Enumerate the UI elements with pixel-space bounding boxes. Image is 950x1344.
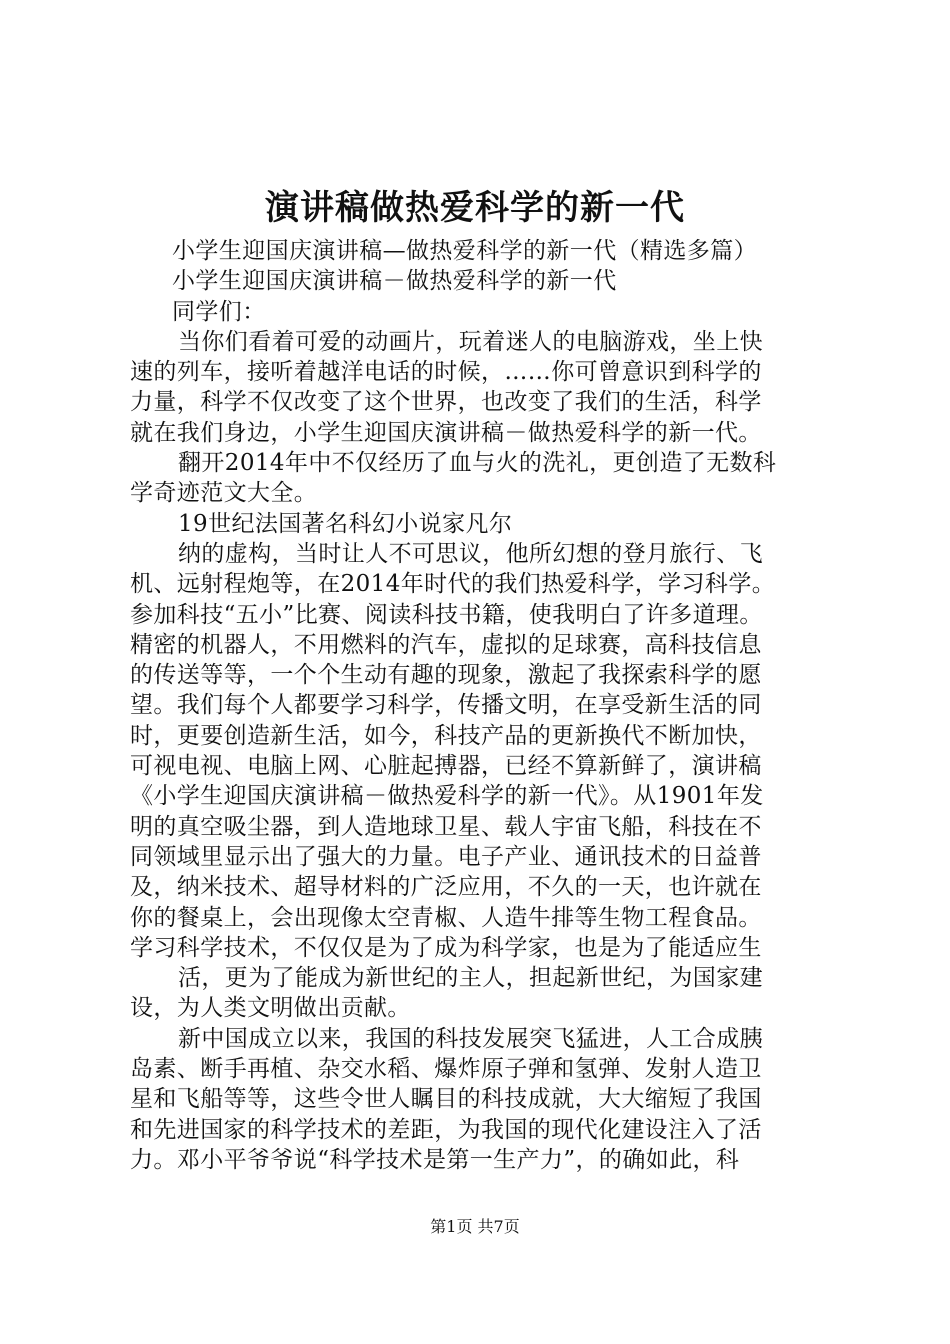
- paragraph-line: 活，更为了能成为新世纪的主人，担起新世纪，为国家建: [178, 965, 763, 992]
- document-title: 演讲稿做热爱科学的新一代: [265, 188, 685, 228]
- paragraph-line: 设，为人类文明做出贡献。: [130, 995, 411, 1022]
- paragraph-line: 力。邓小平爷爷说“科学技术是第一生产力”，的确如此，科: [130, 1146, 740, 1173]
- page-number-footer: 第1页 共7页: [430, 1217, 520, 1236]
- paragraph-line: 19世纪法国著名科幻小说家凡尔: [178, 510, 513, 537]
- paragraph-line: 学奇迹范文大全。: [130, 480, 318, 507]
- paragraph-line: 可视电视、电脑上网、心脏起搏器，已经不算新鲜了，演讲稿: [130, 753, 762, 780]
- paragraph-line: 机、远射程炮等，在2014年时代的我们热爱科学，学习科学。: [130, 571, 776, 598]
- paragraph-line: 翻开2014年中不仅经历了血与火的洗礼，更创造了无数科: [178, 450, 777, 477]
- paragraph-line: 《小学生迎国庆演讲稿－做热爱科学的新一代》。从1901年发: [130, 783, 764, 810]
- paragraph-line: 岛素、断手再植、杂交水稻、爆炸原子弹和氢弹、发射人造卫: [130, 1056, 762, 1083]
- paragraph-line: 就在我们身边，小学生迎国庆演讲稿－做热爱科学的新一代。: [130, 419, 762, 446]
- document-body: [130, 236, 840, 1175]
- paragraph-line: 速的列车，接听着越洋电话的时候，……你可曾意识到科学的: [130, 359, 762, 386]
- paragraph-line: 和先进国家的科学技术的差距，为我国的现代化建设注入了活: [130, 1116, 762, 1143]
- paragraph-line: 望。我们每个人都要学习科学，传播文明，在享受新生活的同: [130, 692, 762, 719]
- salutation-line: 同学们：: [172, 298, 266, 325]
- paragraph-line: 学习科学技术，不仅仅是为了成为科学家，也是为了能适应生: [130, 934, 762, 961]
- paragraph-line: 新中国成立以来，我国的科技发展突飞猛进，人工合成胰: [178, 1025, 763, 1052]
- paragraph-line: 你的餐桌上，会出现像太空青椒、人造牛排等生物工程食品。: [130, 904, 762, 931]
- paragraph-line: 当你们看着可爱的动画片，玩着迷人的电脑游戏，坐上快: [178, 328, 763, 355]
- paragraph-line: 及，纳米技术、超导材料的广泛应用，不久的一天，也许就在: [130, 874, 762, 901]
- paragraph-line: 的传送等等，一个个生动有趣的现象，激起了我探索科学的愿: [130, 662, 762, 689]
- subtitle-line: 小学生迎国庆演讲稿—做热爱科学的新一代（精选多篇）: [172, 238, 757, 264]
- paragraph-line: 力量，科学不仅改变了这个世界，也改变了我们的生活，科学: [130, 389, 762, 416]
- paragraph-line: 时，更要创造新生活，如今，科技产品的更新换代不断加快，: [130, 722, 762, 749]
- paragraph-line: 明的真空吸尘器，到人造地球卫星、载人宇宙飞船，科技在不: [130, 813, 762, 840]
- paragraph-line: 参加科技“五小”比赛、阅读科技书籍，使我明白了许多道理。: [130, 601, 763, 628]
- paragraph-line: 纳的虚构，当时让人不可思议，他所幻想的登月旅行、飞: [178, 540, 763, 567]
- subtitle-line: 小学生迎国庆演讲稿－做热爱科学的新一代: [172, 268, 617, 295]
- paragraph-line: 同领域里显示出了强大的力量。电子产业、通讯技术的日益普: [130, 843, 762, 870]
- paragraph-line: 星和飞船等等，这些令世人瞩目的科技成就，大大缩短了我国: [130, 1086, 762, 1113]
- paragraph-line: 精密的机器人，不用燃料的汽车，虚拟的足球赛，高科技信息: [130, 631, 762, 658]
